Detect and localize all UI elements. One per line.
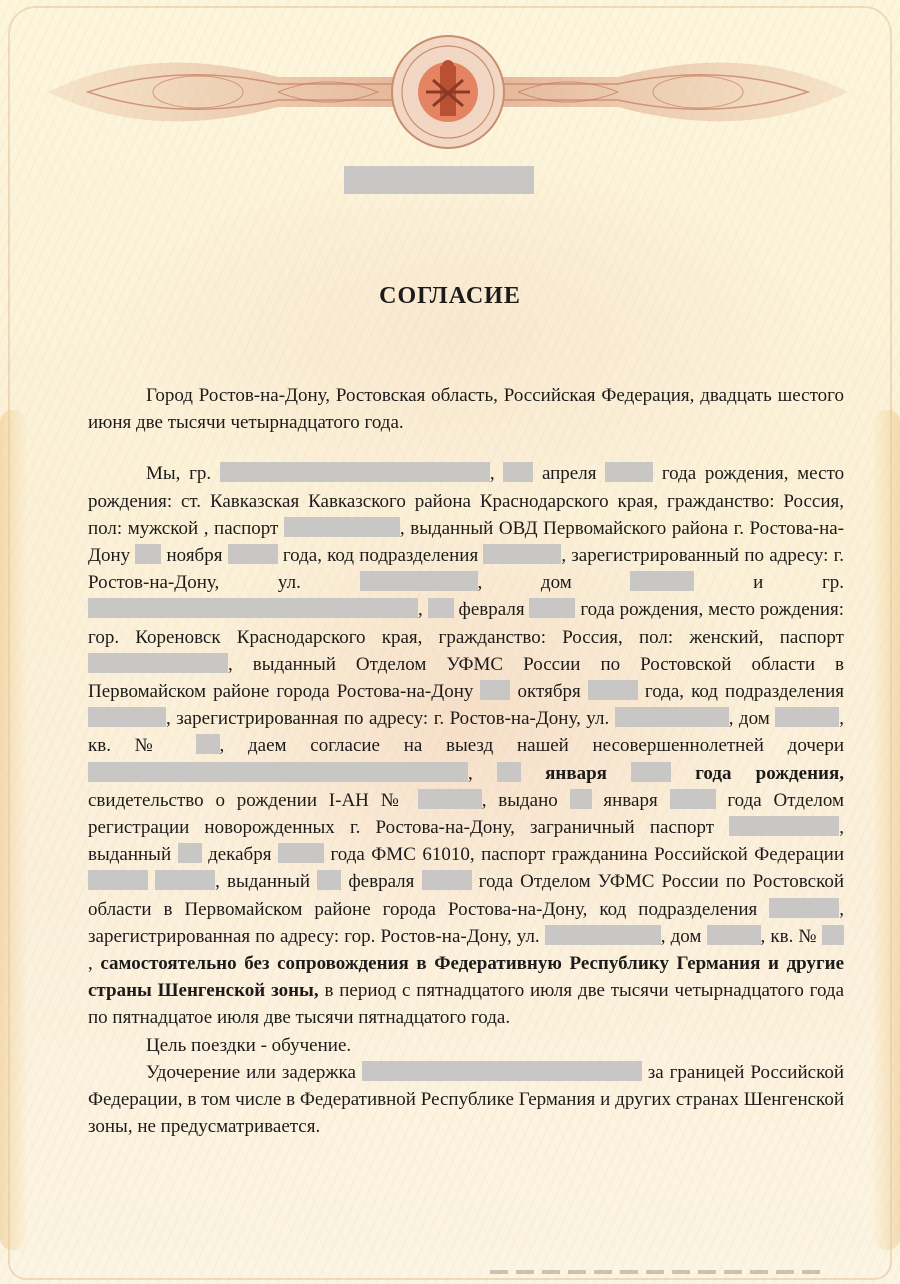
consent-paragraph <box>88 460 844 1031</box>
scroll-edge-right <box>874 410 900 1250</box>
text: года рождения, <box>695 762 845 784</box>
text: , <box>468 762 473 784</box>
header-ornament <box>28 22 868 162</box>
document-title: СОГЛАСИЕ <box>379 283 521 309</box>
text: за границей Российской Федерации, в том числе в Федеративной Республике Германия и других странах Шенгенской зоны, не предусматривается. <box>88 1061 845 1138</box>
text: января <box>603 789 658 811</box>
redacted-field <box>570 789 592 809</box>
purpose-paragraph: Цель поездки - обучение. <box>146 1034 352 1056</box>
redacted-field <box>588 680 638 700</box>
redacted-field <box>605 462 653 482</box>
text: года, код подразделения <box>282 545 479 567</box>
place-date-line: двадцать шестого июня две тысячи четырнадцатого года. <box>88 385 844 434</box>
text: и гр. <box>753 572 844 594</box>
text: , дом <box>660 925 702 947</box>
text: ноября <box>166 545 223 567</box>
redacted-field <box>483 544 561 564</box>
redacted-field <box>88 653 228 673</box>
text: года Отделом УФМС России по Ростовской области в Первомайском районе города Ростова-на-Дону, код подразделения <box>88 871 845 920</box>
redacted-field <box>220 462 490 482</box>
text: октября <box>517 681 581 703</box>
text: , дом <box>728 708 770 730</box>
text: февраля <box>348 871 415 893</box>
text: , <box>489 463 495 485</box>
redacted-field <box>631 762 671 782</box>
text: , дом <box>477 572 572 594</box>
text: декабря <box>208 844 272 866</box>
redacted-field <box>497 762 521 782</box>
redacted-field <box>769 898 839 918</box>
text: , зарегистрированная по адресу: г. Ростов-на-Дону, ул. <box>166 708 610 730</box>
text: года рождения, место рождения: ст. Кавказская Кавказского района Краснодарского края, гражданство: Россия, пол: мужской , паспорт <box>88 463 845 539</box>
emblem-icon <box>392 36 504 148</box>
redacted-field <box>278 843 324 863</box>
redacted-field <box>88 707 166 727</box>
redacted-field <box>418 789 482 809</box>
text: января <box>545 762 607 784</box>
text: , выданный Отделом УФМС России по Ростовской области в Первомайском районе города Ростова-на-Дону <box>88 653 844 703</box>
text: апреля <box>541 463 597 485</box>
redacted-field <box>196 734 220 754</box>
text: , зарегистрированная по адресу: гор. Ростов-на-Дону, ул. <box>88 898 844 947</box>
text: , даем согласие на выезд нашей несовершеннолетней дочери <box>219 735 845 757</box>
text: , <box>88 953 93 975</box>
text: , кв. № <box>88 708 844 757</box>
redacted-field <box>529 598 575 618</box>
redacted-block <box>344 166 534 194</box>
redacted-field <box>317 870 341 890</box>
text: года ФМС 61010, паспорт гражданина Российской Федерации <box>330 844 845 866</box>
redacted-field <box>503 462 533 482</box>
place-date-line: Город Ростов-на-Дону, Ростовская область, Российская Федерация, <box>146 385 695 406</box>
redacted-field <box>670 789 716 809</box>
redacted-field <box>178 843 202 863</box>
redacted-field <box>135 544 161 564</box>
redacted-field <box>360 571 478 591</box>
text: свидетельство о рождении I-АН № <box>88 789 406 811</box>
redacted-field <box>88 870 148 890</box>
redacted-field <box>362 1061 642 1081</box>
text: , выдано <box>481 789 558 811</box>
redacted-field <box>775 707 839 727</box>
text: года Отделом регистрации новорожденных г. Ростова-на-Дону, заграничный паспорт <box>88 789 845 839</box>
text: Мы, гр. <box>146 463 212 485</box>
redacted-field <box>284 517 400 537</box>
redacted-field <box>88 762 468 782</box>
redacted-field <box>822 925 844 945</box>
redacted-field <box>422 870 472 890</box>
text: , зарегистрированный по адресу: г. Ростов-на-Дону, ул. <box>88 545 845 594</box>
redacted-field <box>88 598 418 618</box>
scroll-edge-left <box>0 410 26 1250</box>
text: года рождения, место рождения: гор. Кореновск Краснодарского края, гражданство: Россия, пол: женский, паспорт <box>88 599 845 648</box>
redacted-field <box>155 870 215 890</box>
footer-mark <box>490 1270 820 1274</box>
redacted-field <box>480 680 510 700</box>
text: самостоятельно без сопровождения в Федеративную Республику Германия и другие страны Шенгенской зоны, <box>88 953 845 1002</box>
place-date-paragraph <box>88 382 844 436</box>
text: , выданный <box>88 817 844 866</box>
text: в период с пятнадцатого июля две тысячи четырнадцатого года по пятнадцатое июля две тысячи пятнадцатого года. <box>88 980 845 1029</box>
text: , выданный ОВД Первомайского района г. Ростова-на-Дону <box>88 517 845 567</box>
text: , кв. № <box>760 925 817 947</box>
text: , <box>418 599 423 621</box>
redacted-field <box>630 571 694 591</box>
text: Удочерение или задержка <box>146 1061 356 1083</box>
text: года, код подразделения <box>644 681 845 703</box>
text: февраля <box>458 599 525 621</box>
document-body <box>88 382 844 1140</box>
redacted-field <box>615 707 729 727</box>
redacted-field <box>729 816 839 836</box>
redacted-field <box>707 925 761 945</box>
redacted-field <box>545 925 661 945</box>
text: , выданный <box>215 871 311 893</box>
redacted-field <box>428 598 454 618</box>
redacted-field <box>228 544 278 564</box>
adoption-paragraph <box>88 1059 844 1141</box>
